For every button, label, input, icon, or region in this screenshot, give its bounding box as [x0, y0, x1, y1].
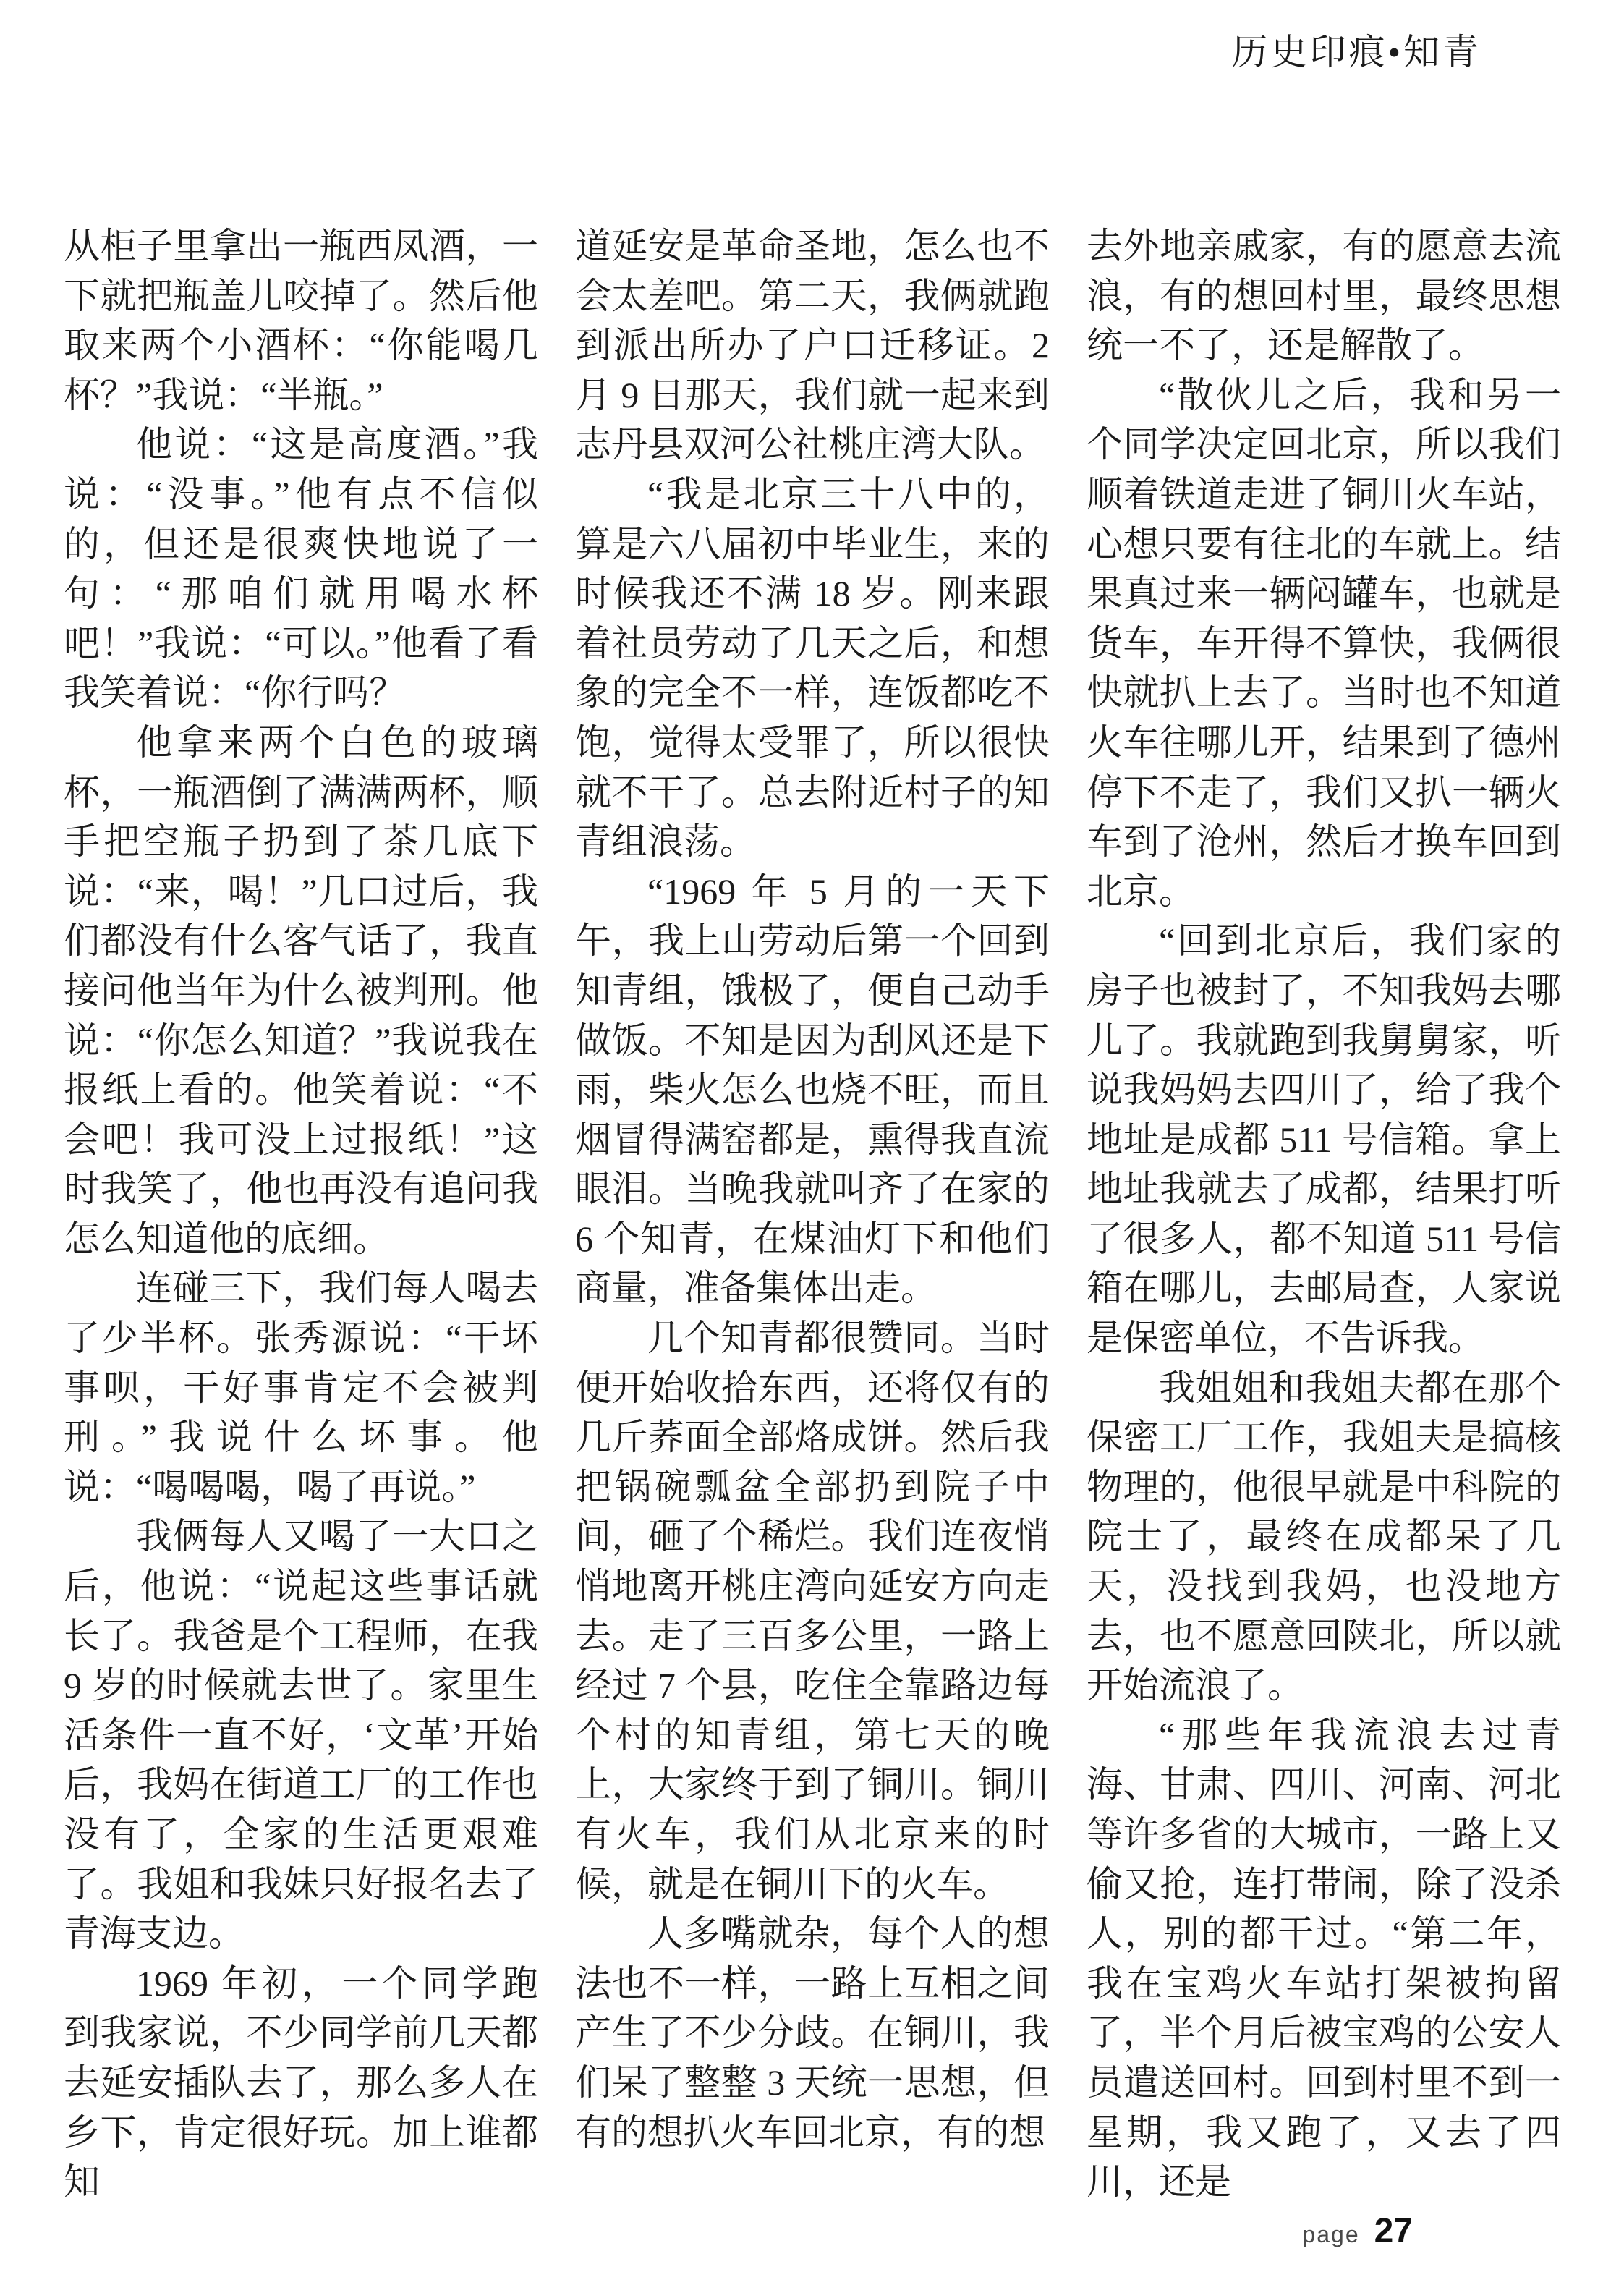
paragraph: 几个知青都很赞同。当时便开始收拾东西，还将仅有的几斤荞面全部烙成饼。然后我把锅碗瓢盆全部扔到院子中间，砸了个稀烂。我们连夜悄悄地离开桃庄湾向延安方向走去。走了三百多公里，一路上经过 7 个县，吃住全靠路边每个村的知青组，第七天的晚上，大家终于到了铜川。铜川有火车，我们从北京来的时候，就是在铜川下的火车。 [575, 1318, 1050, 1904]
text-column-2 [575, 221, 1050, 2207]
page-number: 27 [1374, 2212, 1413, 2250]
paragraph: 去外地亲戚家，有的愿意去流浪，有的想回村里，最终思想统一不了，还是解散了。 [1087, 226, 1561, 366]
paragraph: 我姐姐和我姐夫都在那个保密工厂工作，我姐夫是搞核物理的，他很早就是中科院的院士了，最终在成都呆了几天，没找到我妈，也没地方去，也不愿意回陕北，所以就开始流浪了。 [1087, 1367, 1561, 1706]
paragraph: 我俩每人又喝了一大口之后，他说：“说起这些事话就长了。我爸是个工程师，在我 9 岁的时候就去世了。家里生活条件一直不好，‘文革’开始后，我妈在街道工厂的工作也没有了，全家的生活更艰难了。我姐和我妹只好报名去了青海支边。 [64, 1516, 538, 1954]
paragraph: “1969 年 5 月的一天下午，我上山劳动后第一个回到知青组，饿极了，便自己动手做饭。不知是因为刮风还是下雨，柴火怎么也烧不旺，而且烟冒得满窑都是，熏得我直流眼泪。当晚我就叫齐了在家的 6 个知青，在煤油灯下和他们商量，准备集体出走。 [575, 870, 1050, 1309]
paragraph: “散伙儿之后，我和另一个同学决定回北京，所以我们顺着铁道走进了铜川火车站，心想只要有往北的车就上。结果真过来一辆闷罐车，也就是货车，车开得不算快，我俩很快就扒上去了。当时也不知道火车往哪儿开，结果到了德州停下不走了，我们又扒一辆火车到了沧州，然后才换车回到北京。 [1087, 374, 1561, 912]
text-column-3 [1087, 221, 1561, 2207]
paragraph: “那些年我流浪去过青海、甘肃、四川、河南、河北等许多省的大城市，一路上又偷又抢，连打带闹，除了没杀人，别的都干过。“第二年，我在宝鸡火车站打架被拘留了，半个月后被宝鸡的公安人员遣送回村。回到村里不到一星期，我又跑了，又去了四川，还是 [1087, 1714, 1561, 2203]
paragraph: “回到北京后，我们家的房子也被封了，不知我妈去哪儿了。我就跑到我舅舅家，听说我妈妈去四川了，给了我个地址是成都 511 号信箱。拿上地址我就去了成都，结果打听了很多人，都不知道 511 号信箱在哪儿，去邮局查，人家说是保密单位，不告诉我。 [1087, 920, 1561, 1359]
page-label: page [1302, 2221, 1360, 2247]
page-footer [1302, 2211, 1413, 2251]
paragraph: “我是北京三十八中的，算是六八届初中毕业生，来的时候我还不满 18 岁。刚来跟着社员劳动了几天之后，和想象的完全不一样，连饭都吃不饱，觉得太受罪了，所以很快就不干了。总去附近村子的知青组浪荡。 [575, 473, 1050, 862]
section-header [1231, 30, 1481, 74]
paragraph: 他说：“这是高度酒。”我说：“没事。”他有点不信似的，但还是很爽快地说了一句：“那咱们就用喝水杯吧！”我说：“可以。”他看了看我笑着说：“你行吗？ [64, 424, 538, 713]
paragraph: 从柜子里拿出一瓶西凤酒，一下就把瓶盖儿咬掉了。然后他取来两个小酒杯：“你能喝几杯？”我说：“半瓶。” [64, 226, 538, 415]
paragraph: 人多嘴就杂，每个人的想法也不一样，一路上互相之间产生了不少分歧。在铜川，我们呆了整整 3 天统一思想，但有的想扒火车回北京，有的想 [575, 1913, 1050, 2153]
paragraph: 连碰三下，我们每人喝去了少半杯。张秀源说：“干坏事呗，干好事肯定不会被判刑。”我说什么坏事。他说：“喝喝喝，喝了再说。” [64, 1268, 538, 1507]
paragraph: 1969 年初，一个同学跑到我家说，不少同学前几天都去延安插队去了，那么多人在乡下，肯定很好玩。加上谁都知 [64, 1962, 538, 2203]
article-columns [64, 221, 1561, 2207]
section-title: 历史印痕•知青 [1231, 32, 1481, 72]
paragraph: 道延安是革命圣地，怎么也不会太差吧。第二天，我俩就跑到派出所办了户口迁移证。2 月 9 日那天，我们就一起来到志丹县双河公社桃庄湾大队。 [575, 226, 1050, 465]
text-column-1 [64, 221, 538, 2207]
paragraph: 他拿来两个白色的玻璃杯，一瓶酒倒了满满两杯，顺手把空瓶子扔到了茶几底下说：“来，喝！”几口过后，我们都没有什么客气话了，我直接问他当年为什么被判刑。他说：“你怎么知道？”我说我在报纸上看的。他笑着说：“不会吧！我可没上过报纸！”这时我笑了，他也再没有追问我怎么知道他的底细。 [64, 721, 538, 1259]
